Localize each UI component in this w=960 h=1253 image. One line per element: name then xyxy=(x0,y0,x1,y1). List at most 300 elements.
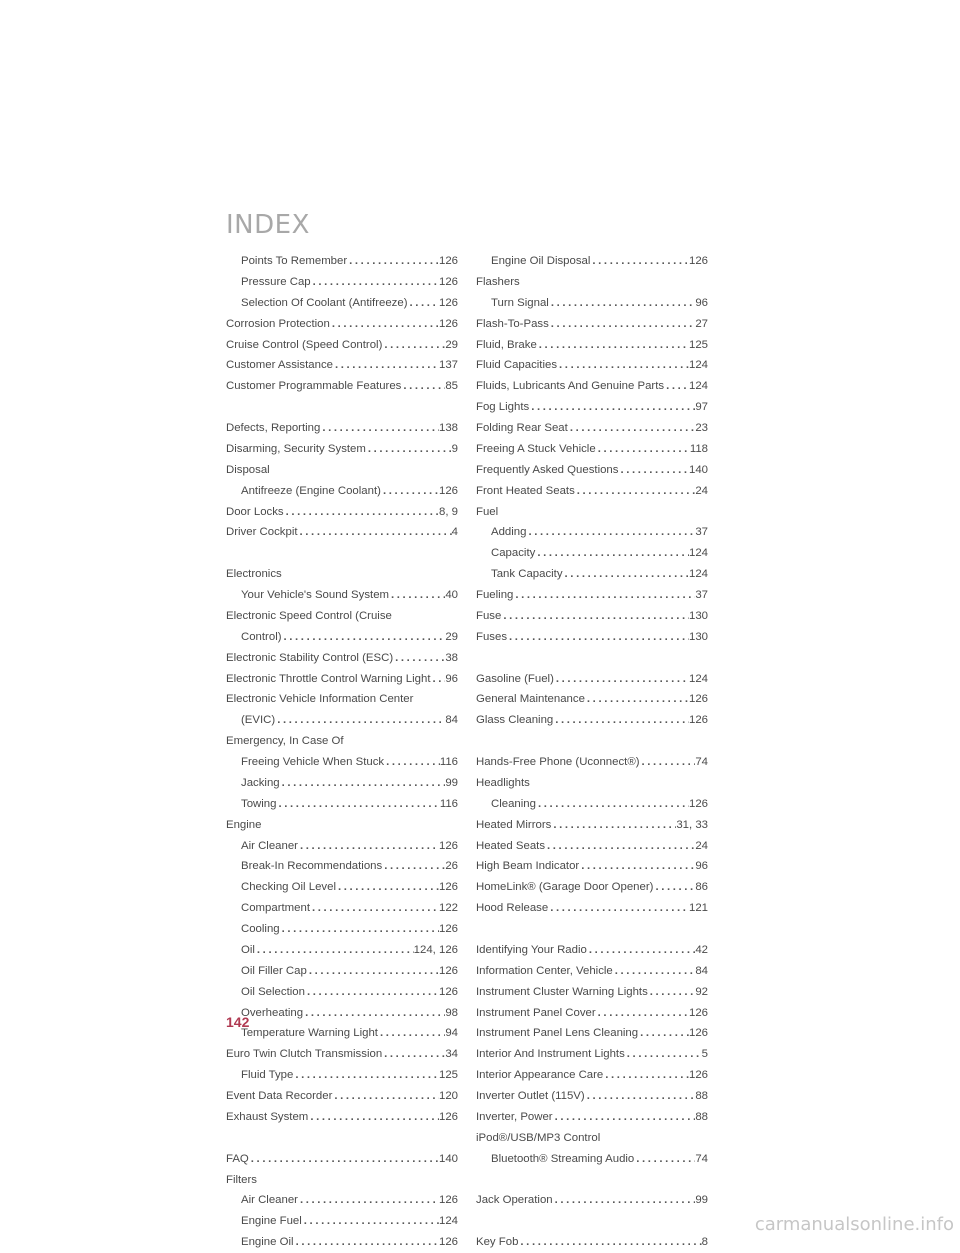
dot-leader xyxy=(384,752,440,773)
dot-leader xyxy=(613,961,696,982)
entry-page-ref: 31, 33 xyxy=(676,818,708,831)
entry-page-ref: 137 xyxy=(438,359,458,372)
entry-page-ref: 24 xyxy=(695,839,708,852)
entry-page-ref: 116 xyxy=(439,797,458,810)
index-entry xyxy=(476,272,708,293)
dot-leader xyxy=(553,710,689,731)
entry-page-ref: 126 xyxy=(688,1069,708,1082)
index-entry xyxy=(476,856,708,877)
entry-page-ref: 126 xyxy=(438,1194,458,1207)
entry-label: Front Heated Seats xyxy=(476,484,575,497)
entry-page-ref: 124 xyxy=(688,672,708,685)
entry-label: FAQ xyxy=(226,1152,249,1165)
entry-label: Emergency, In Case Of xyxy=(226,735,344,748)
entry-label: Electronics xyxy=(226,568,282,581)
entry-label: Oil Filler Cap xyxy=(241,964,307,977)
entry-page-ref: 126 xyxy=(688,1006,708,1019)
entry-page-ref: 126 xyxy=(438,255,458,267)
entry-page-ref: 84 xyxy=(695,964,708,977)
index-entry xyxy=(476,397,708,418)
dot-leader xyxy=(393,648,445,669)
entry-page-ref: 130 xyxy=(688,630,708,643)
dot-leader xyxy=(280,919,439,940)
dot-leader xyxy=(378,1023,445,1044)
entry-label: Customer Assistance xyxy=(226,359,333,372)
entry-label: Engine Oil xyxy=(241,1236,294,1249)
dot-leader xyxy=(366,439,452,460)
dot-leader xyxy=(618,460,689,481)
dot-leader xyxy=(280,773,446,794)
dot-leader xyxy=(596,439,690,460)
entry-page-ref: 125 xyxy=(688,338,708,351)
index-entry xyxy=(226,564,458,585)
entry-label: HomeLink® (Garage Door Opener) xyxy=(476,881,654,894)
entry-label: General Maintenance xyxy=(476,693,585,706)
entry-label: Control) xyxy=(241,630,282,643)
index-entry xyxy=(476,585,708,606)
entry-page-ref: 126 xyxy=(438,296,458,309)
dot-leader xyxy=(551,815,676,836)
index-entry xyxy=(226,355,458,376)
index-entry xyxy=(226,606,458,627)
entry-page-ref: 118 xyxy=(689,442,708,455)
entry-label: Electronic Speed Control (Cruise xyxy=(226,609,392,622)
entry-page-ref: 98 xyxy=(445,1006,458,1019)
dot-leader xyxy=(579,856,695,877)
index-entry xyxy=(226,648,458,669)
entry-page-ref: 96 xyxy=(695,860,708,873)
entry-page-ref: 126 xyxy=(438,317,458,330)
dot-leader xyxy=(638,1023,689,1044)
dot-leader xyxy=(305,982,439,1003)
entry-page-ref: 26 xyxy=(445,860,458,873)
entry-label: Frequently Asked Questions xyxy=(476,463,619,476)
index-subentry xyxy=(226,919,458,940)
entry-page-ref: 74 xyxy=(695,1152,708,1165)
entry-page-ref: 9 xyxy=(451,442,458,455)
dot-leader xyxy=(648,982,696,1003)
index-subentry xyxy=(476,794,708,815)
entry-label: Hands-Free Phone (Uconnect®) xyxy=(476,756,640,768)
entry-label: Air Cleaner xyxy=(241,1194,298,1207)
entry-page-ref: 130 xyxy=(688,609,708,622)
dot-leader xyxy=(513,585,695,606)
entry-page-ref: 126 xyxy=(438,275,458,288)
index-subentry xyxy=(226,251,458,272)
dot-leader xyxy=(298,522,452,543)
entry-page-ref: 4 xyxy=(451,526,458,539)
dot-leader xyxy=(653,877,695,898)
entry-page-ref: 125 xyxy=(438,1069,458,1082)
index-entry xyxy=(226,335,458,356)
dot-leader xyxy=(310,898,439,919)
entry-page-ref: 120 xyxy=(438,1090,458,1102)
dot-leader xyxy=(563,564,689,585)
dot-leader xyxy=(596,1003,689,1024)
dot-leader xyxy=(408,293,439,314)
index-entry xyxy=(476,1190,708,1211)
dot-leader xyxy=(553,1107,696,1128)
index-subentry xyxy=(226,940,458,961)
entry-page-ref: 85 xyxy=(445,380,458,393)
index-subentry xyxy=(226,961,458,982)
dot-leader xyxy=(664,376,689,397)
entry-label: Bluetooth® Streaming Audio xyxy=(491,1152,635,1165)
index-entry xyxy=(476,502,708,523)
entry-page-ref: 126 xyxy=(438,923,458,935)
index-subentry xyxy=(226,710,458,731)
dot-leader xyxy=(568,418,696,439)
section-gap xyxy=(476,1211,708,1232)
entry-label: Fuse xyxy=(476,609,502,622)
entry-label: Fuel xyxy=(476,505,499,518)
dot-leader xyxy=(284,502,439,523)
index-subentry xyxy=(226,1023,458,1044)
dot-leader xyxy=(431,669,446,690)
index-subentry xyxy=(226,627,458,648)
dot-leader xyxy=(282,627,446,648)
entry-label: Temperature Warning Light xyxy=(241,1027,378,1040)
section-gap xyxy=(476,1170,708,1191)
index-subentry xyxy=(226,481,458,502)
index-entry xyxy=(226,460,458,481)
entry-page-ref: 27 xyxy=(695,317,708,330)
entry-page-ref: 126 xyxy=(438,964,458,977)
entry-label: Interior And Instrument Lights xyxy=(476,1048,625,1061)
dot-leader xyxy=(347,251,439,272)
entry-label: Jack Operation xyxy=(476,1194,553,1207)
entry-label: Inverter, Power xyxy=(476,1110,553,1123)
page-number: 142 xyxy=(226,1014,250,1030)
entry-label: Instrument Panel Cover xyxy=(476,1006,596,1019)
index-subentry xyxy=(226,856,458,877)
entry-label: Engine xyxy=(226,818,262,831)
entry-label: Disposal xyxy=(226,463,270,476)
entry-label: Fueling xyxy=(476,589,514,601)
dot-leader xyxy=(333,355,439,376)
index-entry xyxy=(476,355,708,376)
entry-page-ref: 34 xyxy=(445,1048,458,1061)
entry-label: Antifreeze (Engine Coolant) xyxy=(241,484,381,497)
index-entry xyxy=(476,481,708,502)
dot-leader xyxy=(381,481,439,502)
dot-leader xyxy=(302,1211,439,1232)
dot-leader xyxy=(501,606,689,627)
entry-label: High Beam Indicator xyxy=(476,860,580,873)
dot-leader xyxy=(590,251,689,272)
entry-page-ref: 38 xyxy=(445,651,458,664)
entry-label: Inverter Outlet (115V) xyxy=(476,1090,585,1102)
dot-leader xyxy=(625,1044,702,1065)
index-subentry xyxy=(226,1065,458,1086)
dot-leader xyxy=(535,543,689,564)
entry-page-ref: 96 xyxy=(445,672,458,685)
entry-label: (EVIC) xyxy=(241,714,276,727)
index-entry xyxy=(226,439,458,460)
entry-label: Defects, Reporting xyxy=(226,422,321,434)
entry-page-ref: 88 xyxy=(695,1090,708,1102)
dot-leader xyxy=(389,585,445,606)
index-entry xyxy=(226,689,458,710)
entry-label: Euro Twin Clutch Transmission xyxy=(226,1048,383,1061)
entry-label: Fluid Capacities xyxy=(476,359,558,372)
entry-label: Cleaning xyxy=(491,797,536,810)
dot-leader xyxy=(255,940,414,961)
entry-page-ref: 126 xyxy=(688,693,708,706)
section-gap xyxy=(226,397,458,418)
entry-label: Compartment xyxy=(241,902,311,915)
index-entry xyxy=(476,439,708,460)
dot-leader xyxy=(298,1190,439,1211)
index-subentry xyxy=(226,877,458,898)
index-entry xyxy=(476,1044,708,1065)
entry-label: Flashers xyxy=(476,275,520,288)
index-entry xyxy=(476,752,708,773)
entry-page-ref: 124 xyxy=(438,1215,458,1228)
index-subentry xyxy=(226,982,458,1003)
entry-page-ref: 126 xyxy=(438,985,458,998)
index-entry xyxy=(476,689,708,710)
dot-leader xyxy=(553,1190,696,1211)
entry-page-ref: 24 xyxy=(695,484,708,497)
entry-label: Fog Lights xyxy=(476,401,530,414)
dot-leader xyxy=(320,418,439,439)
dot-leader xyxy=(545,836,695,857)
entry-page-ref: 86 xyxy=(695,881,708,894)
entry-label: Checking Oil Level xyxy=(241,881,336,894)
entry-page-ref: 126 xyxy=(688,714,708,727)
entry-label: Glass Cleaning xyxy=(476,714,554,727)
entry-page-ref: 126 xyxy=(438,881,458,894)
entry-label: Interior Appearance Care xyxy=(476,1069,604,1082)
entry-label: Pressure Cap xyxy=(241,275,311,288)
entry-label: Identifying Your Radio xyxy=(476,943,587,956)
entry-label: Corrosion Protection xyxy=(226,317,330,330)
entry-page-ref: 124 xyxy=(688,547,708,560)
entry-label: Adding xyxy=(491,526,527,539)
entry-page-ref: 74 xyxy=(695,756,708,768)
section-gap xyxy=(476,731,708,752)
entry-label: Heated Mirrors xyxy=(476,818,552,831)
index-subentry xyxy=(226,1003,458,1024)
index-entry xyxy=(226,669,458,690)
index-entry xyxy=(226,731,458,752)
dot-leader xyxy=(249,1149,439,1170)
dot-leader xyxy=(554,669,689,690)
index-subentry xyxy=(226,1232,458,1253)
dot-leader xyxy=(330,314,439,335)
entry-page-ref: 140 xyxy=(438,1152,458,1165)
entry-page-ref: 126 xyxy=(688,255,708,267)
dot-leader xyxy=(603,1065,689,1086)
index-subentry xyxy=(476,251,708,272)
index-subentry xyxy=(476,564,708,585)
index-entry xyxy=(476,606,708,627)
entry-page-ref: 97 xyxy=(695,401,708,414)
index-subentry xyxy=(226,752,458,773)
entry-label: Overheating xyxy=(241,1006,304,1019)
index-subentry xyxy=(476,1149,708,1170)
index-entry xyxy=(226,314,458,335)
entry-label: Gasoline (Fuel) xyxy=(476,672,554,685)
index-entry xyxy=(476,1003,708,1024)
index-entry xyxy=(476,773,708,794)
entry-label: Customer Programmable Features xyxy=(226,380,402,393)
index-entry xyxy=(226,1107,458,1128)
index-subentry xyxy=(476,293,708,314)
index-entry xyxy=(226,1086,458,1107)
entry-label: Hood Release xyxy=(476,902,549,915)
entry-label: Flash-To-Pass xyxy=(476,317,549,330)
entry-page-ref: 122 xyxy=(438,902,458,915)
dot-leader xyxy=(549,293,696,314)
entry-label: Jacking xyxy=(241,776,280,789)
index-entry xyxy=(226,522,458,543)
dot-leader xyxy=(537,335,689,356)
entry-label: Engine Oil Disposal xyxy=(491,255,591,267)
dot-leader xyxy=(575,481,696,502)
entry-page-ref: 8, 9 xyxy=(439,505,458,518)
entry-page-ref: 37 xyxy=(695,589,708,601)
entry-label: Cruise Control (Speed Control) xyxy=(226,338,383,351)
entry-page-ref: 42 xyxy=(695,943,708,956)
entry-page-ref: 126 xyxy=(688,1027,708,1040)
dot-leader xyxy=(518,1232,701,1253)
index-entry xyxy=(476,940,708,961)
index-entry xyxy=(476,1023,708,1044)
entry-label: Key Fob xyxy=(476,1236,519,1249)
index-subentry xyxy=(226,272,458,293)
dot-leader xyxy=(332,1086,439,1107)
index-subentry xyxy=(226,773,458,794)
entry-label: Filters xyxy=(226,1173,258,1186)
entry-page-ref: 126 xyxy=(438,839,458,852)
dot-leader xyxy=(536,794,689,815)
index-entry xyxy=(476,335,708,356)
index-entry xyxy=(476,898,708,919)
index-subentry xyxy=(226,585,458,606)
index-entry xyxy=(476,1065,708,1086)
index-entry xyxy=(476,1107,708,1128)
index-entry xyxy=(476,314,708,335)
entry-label: Fuses xyxy=(476,630,508,643)
dot-leader xyxy=(634,1149,695,1170)
entry-page-ref: 124 xyxy=(688,359,708,372)
dot-leader xyxy=(382,335,445,356)
entry-page-ref: 124 xyxy=(688,568,708,581)
index-entry xyxy=(226,418,458,439)
dot-leader xyxy=(308,1107,439,1128)
index-entry xyxy=(226,815,458,836)
page-title: INDEX xyxy=(226,210,310,240)
dot-leader xyxy=(585,689,689,710)
entry-page-ref: 96 xyxy=(695,296,708,309)
index-entry xyxy=(476,961,708,982)
entry-label: Event Data Recorder xyxy=(226,1090,333,1102)
index-entry xyxy=(476,836,708,857)
index-subentry xyxy=(226,898,458,919)
section-gap xyxy=(476,919,708,940)
entry-label: Electronic Throttle Control Warning Light xyxy=(226,672,431,685)
index-subentry xyxy=(226,794,458,815)
entry-label: Door Locks xyxy=(226,505,284,518)
entry-label: Information Center, Vehicle xyxy=(476,964,613,977)
index-entry xyxy=(476,1232,708,1253)
index-column-right xyxy=(476,251,708,1253)
dot-leader xyxy=(507,627,689,648)
entry-label: Folding Rear Seat xyxy=(476,422,568,434)
entry-page-ref: 124 xyxy=(688,380,708,393)
index-entry xyxy=(476,877,708,898)
index-entry xyxy=(476,1128,708,1149)
index-entry xyxy=(476,1086,708,1107)
entry-page-ref: 29 xyxy=(445,630,458,643)
index-entry xyxy=(226,502,458,523)
dot-leader xyxy=(382,1044,445,1065)
entry-label: Headlights xyxy=(476,776,530,789)
entry-label: Disarming, Security System xyxy=(226,442,366,455)
entry-label: Driver Cockpit xyxy=(226,526,298,539)
dot-leader xyxy=(275,710,445,731)
dot-leader xyxy=(294,1232,439,1253)
entry-label: Cooling xyxy=(241,923,280,935)
dot-leader xyxy=(311,272,439,293)
dot-leader xyxy=(548,898,689,919)
index-entry xyxy=(226,1170,458,1191)
index-subentry xyxy=(476,522,708,543)
section-gap xyxy=(476,648,708,669)
index-entry xyxy=(476,460,708,481)
entry-page-ref: 116 xyxy=(439,756,458,768)
entry-page-ref: 8 xyxy=(701,1236,708,1249)
dot-leader xyxy=(382,856,445,877)
entry-label: Oil xyxy=(241,943,255,956)
index-entry xyxy=(226,376,458,397)
entry-label: Fluid Type xyxy=(241,1069,294,1082)
index-entry xyxy=(476,815,708,836)
entry-page-ref: 126 xyxy=(688,797,708,810)
entry-page-ref: 92 xyxy=(695,985,708,998)
entry-page-ref: 138 xyxy=(438,422,458,434)
dot-leader xyxy=(336,877,439,898)
entry-label: Electronic Vehicle Information Center xyxy=(226,693,414,706)
entry-label: Turn Signal xyxy=(491,296,549,309)
entry-page-ref: 88 xyxy=(695,1110,708,1123)
entry-page-ref: 5 xyxy=(701,1048,708,1061)
entry-label: Engine Fuel xyxy=(241,1215,302,1228)
entry-label: Freeing A Stuck Vehicle xyxy=(476,442,596,455)
entry-label: Fluids, Lubricants And Genuine Parts xyxy=(476,380,665,393)
dot-leader xyxy=(298,836,439,857)
entry-page-ref: 126 xyxy=(438,1236,458,1249)
entry-label: Exhaust System xyxy=(226,1110,309,1123)
index-entry xyxy=(476,418,708,439)
dot-leader xyxy=(557,355,689,376)
index-subentry xyxy=(226,1190,458,1211)
index-entry xyxy=(476,627,708,648)
index-entry xyxy=(476,982,708,1003)
entry-page-ref: 37 xyxy=(695,526,708,539)
index-entry xyxy=(226,1044,458,1065)
entry-page-ref: 99 xyxy=(445,776,458,789)
dot-leader xyxy=(549,314,696,335)
index-subentry xyxy=(476,543,708,564)
entry-label: Fluid, Brake xyxy=(476,338,537,351)
entry-page-ref: 126 xyxy=(438,484,458,497)
dot-leader xyxy=(276,794,439,815)
entry-page-ref: 29 xyxy=(445,338,458,351)
entry-label: Heated Seats xyxy=(476,839,546,852)
